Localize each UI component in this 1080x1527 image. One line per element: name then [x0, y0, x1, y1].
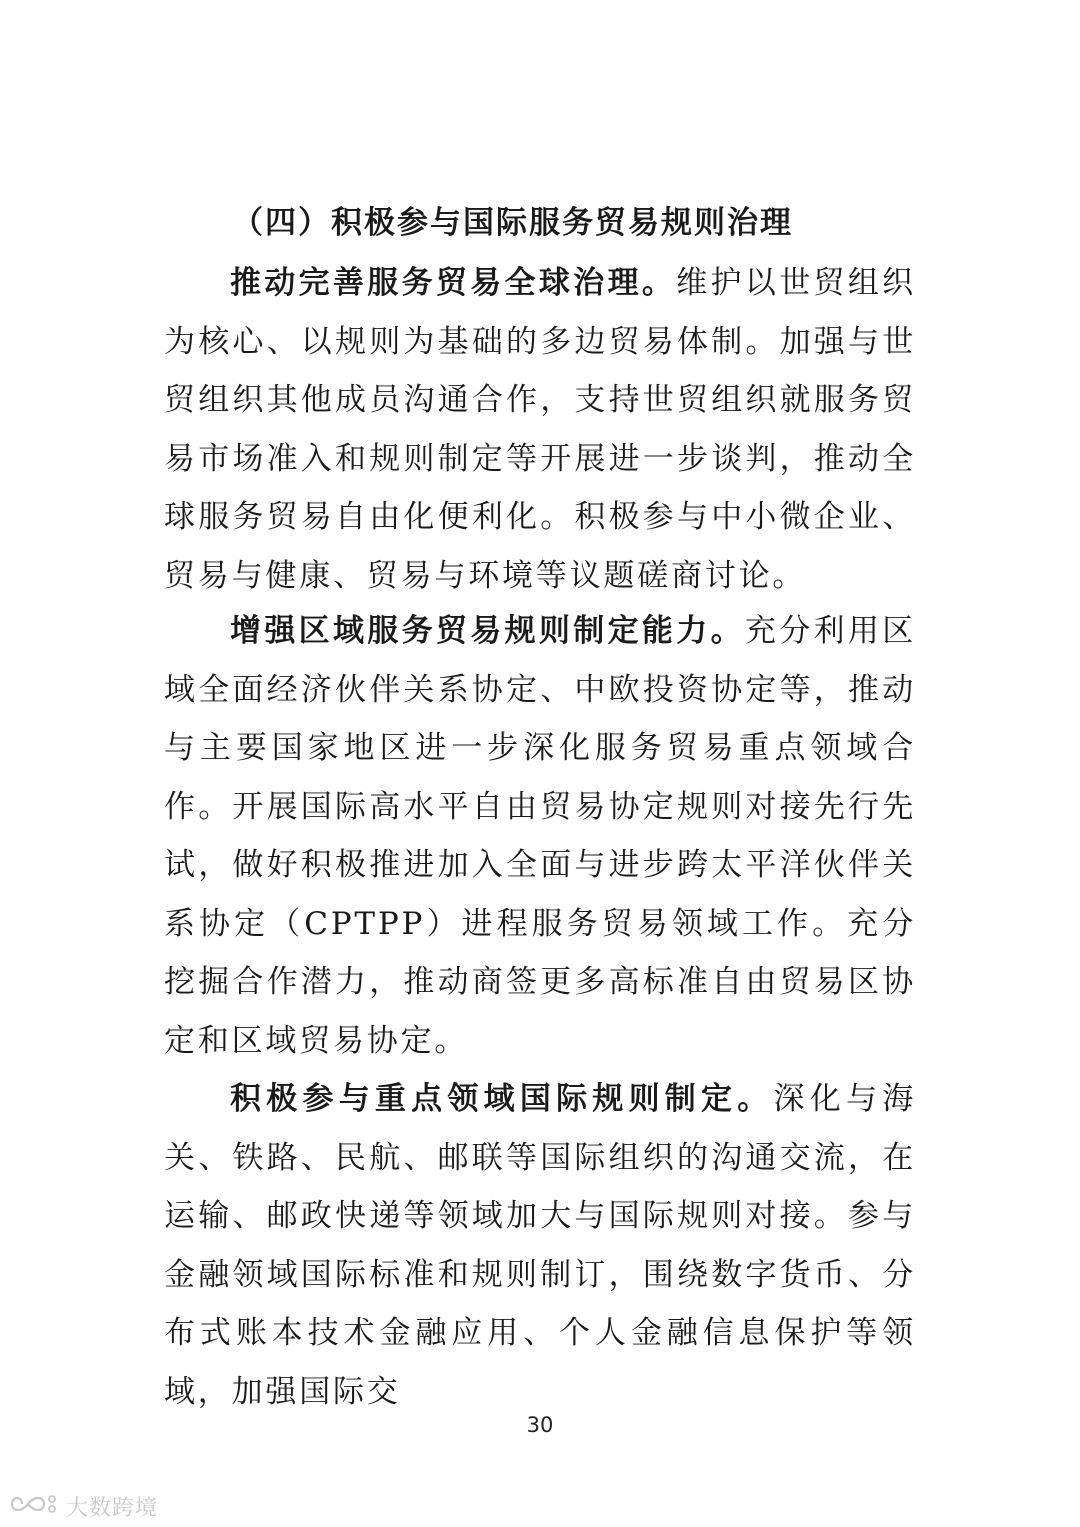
paragraph-key-fields: [164, 1070, 916, 1421]
paragraph-lead: 积极参与重点领域国际规则制定。: [230, 1081, 774, 1117]
infinity-logo-icon: [8, 1490, 60, 1522]
page-number: 30: [526, 1413, 554, 1437]
watermark: [8, 1490, 158, 1522]
paragraph-global-governance: [164, 254, 916, 605]
paragraph-body: 深化与海关、铁路、民航、邮联等国际组织的沟通交流，在运输、邮政快递等领域加大与国际规则对接。参与金融领域国际标准和规则制订，围绕数字货币、分布式账本技术金融应用、个人金融信息保护等领域，加强国际交: [164, 1081, 916, 1410]
section-heading: （四）积极参与国际服务贸易规则治理: [232, 205, 793, 241]
paragraph-lead: 推动完善服务贸易全球治理。: [230, 265, 677, 301]
watermark-text: 大数跨境: [66, 1495, 159, 1521]
paragraph-body: 充分利用区域全面经济伙伴关系协定、中欧投资协定等，推动与主要国家地区进一步深化服务贸易重点领域合作。开展国际高水平自由贸易协定规则对接先行先试，做好积极推进加入全面与进步跨太平洋伙伴关系协定（CPTPP）进程服务贸易领域工作。充分挖掘合作潜力，推动商签更多高标准自由贸易区协定和区域贸易协定。: [164, 613, 917, 1059]
paragraph-regional-rules: [164, 602, 916, 1070]
paragraph-lead: 增强区域服务贸易规则制定能力。: [230, 613, 745, 649]
paragraph-body: 维护以世贸组织为核心、以规则为基础的多边贸易体制。加强与世贸组织其他成员沟通合作，支持世贸组织就服务贸易市场准入和规则制定等开展进一步谈判，推动全球服务贸易自由化便利化。积极参与中小微企业、贸易与健康、贸易与环境等议题磋商讨论。: [164, 265, 916, 594]
